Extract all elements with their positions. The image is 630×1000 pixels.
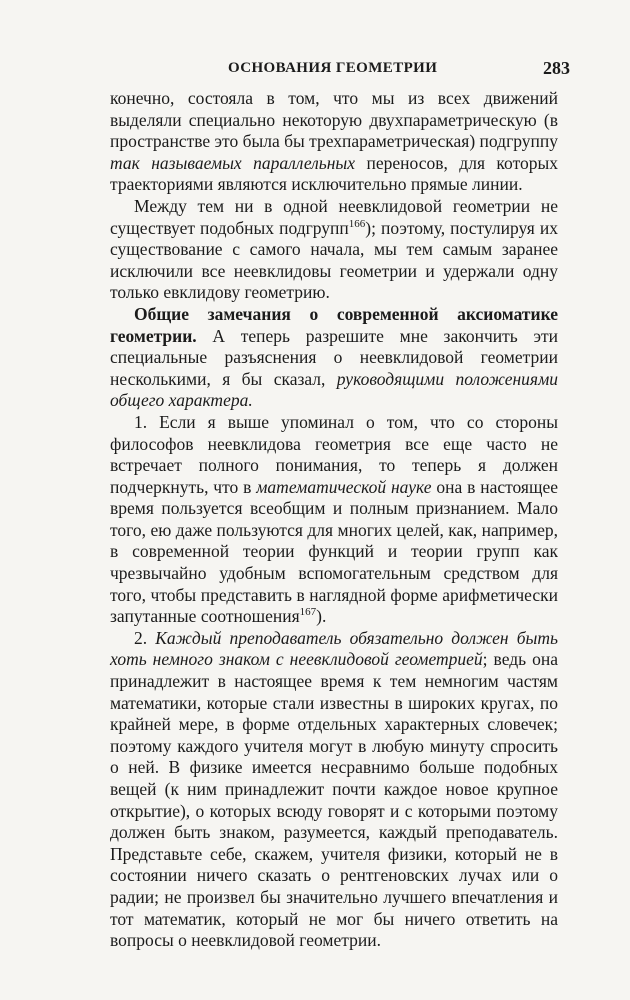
paragraph-1-text-a: конечно, состояла в том, что мы из всех движений выделяли специально некоторую двухпараметрическую (в пространстве это была бы трехпараметрическая) подгруппу (110, 88, 558, 152)
paragraph-1 (110, 88, 558, 196)
paragraph-4-text-c: ). (316, 606, 327, 627)
paragraph-3-italic: руководящими положениями общего характера. (110, 368, 558, 411)
body-text (110, 88, 558, 952)
page-number: 283 (543, 58, 570, 78)
paragraph-3 (110, 304, 558, 412)
paragraph-5-italic: Каждый преподаватель обязательно должен быть хоть немного знаком с неевклидовой геометрией (110, 627, 558, 670)
paragraph-3-text-a: А теперь разрешите мне закончить эти специальные разъяснения о неевклидовой геометрии несколькими, я бы сказал, (110, 325, 558, 389)
footnote-ref-166: 166 (348, 217, 366, 230)
paragraph-2-text-b: ); поэтому, постулируя их существование с самого начала, мы тем самым заранее исключили все неевклидовы геометрии и удержали одну только евклидову геометрию. (110, 217, 558, 303)
paragraph-4-text-b: она в настоящее время пользуется всеобщим и полным признанием. Мало того, ею даже пользуются для многих целей, как, например, в современной теории функций и теории групп как чрезвычайно удобным вспомогательным средством для того, чтобы представить в наглядной форме арифметически запутанные соотношения (110, 476, 558, 627)
paragraph-2 (110, 196, 558, 304)
paragraph-2-text-a: Между тем ни в одной неевклидовой геометрии не существует подобных подгрупп (110, 195, 558, 238)
paragraph-5-text-b: ; ведь она принадлежит в настоящее время к тем немногим частям математики, которые стали известны в широких кругах, по крайней мере, в форме отдельных характерных словечек; поэтому каждого учителя могут в любую минуту спросить о ней. В физике имеется несравнимо больше подобных вещей (к ним принадлежит почти каждое новое крупное открытие), о которых всюду говорят и с которыми поэтому должен быть знаком, разумеется, каждый преподаватель. Представьте себе, скажем, учителя физики, который не в состоянии ничего сказать о рентгеновских лучах или о радии; не произвел бы значительно лучшего впечатления и тот математик, который не мог бы ничего ответить на вопросы о неевклидовой геометрии. (110, 649, 558, 951)
paragraph-4 (110, 412, 558, 628)
running-title: ОСНОВАНИЯ ГЕОМЕТРИИ (228, 60, 438, 76)
paragraph-5 (110, 628, 558, 952)
section-run-in-heading: Общие замечания о современной аксиоматике геометрии. (110, 303, 558, 346)
paragraph-4-text-a: 1. Если я выше упоминал о том, что со стороны философов неевклидова геометрия все еще часто не встречает полного понимания, то теперь я должен подчеркнуть, что в (110, 411, 558, 497)
page-header (110, 58, 570, 84)
paragraph-4-italic: математической науке (256, 476, 432, 497)
footnote-ref-167: 167 (299, 606, 317, 619)
paragraph-1-text-b: переносов, для которых траекториями являются исключительно прямые линии. (110, 152, 558, 195)
paragraph-1-italic: так называемых параллельных (110, 152, 356, 173)
paragraph-5-text-a: 2. (134, 627, 156, 648)
